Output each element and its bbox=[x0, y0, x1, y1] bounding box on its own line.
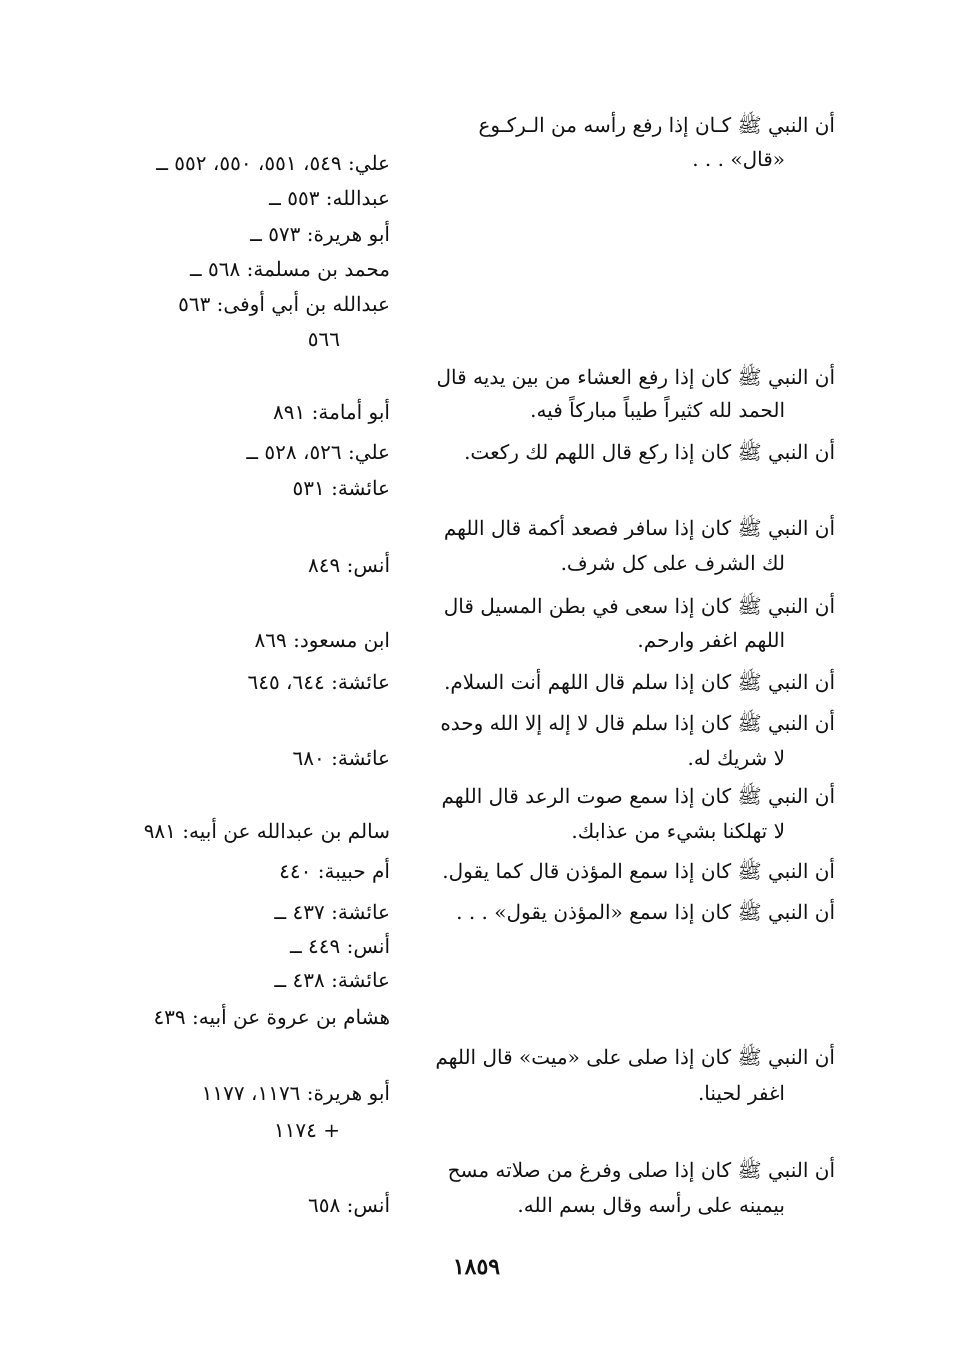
narrator-reference: عبدالله: ٥٥٣ ــ bbox=[269, 186, 390, 210]
hadith-text-line: أن النبي ﷺ كان إذا صلى وفرغ من صلاته مسح bbox=[447, 1158, 835, 1182]
narrator-reference: أبو هريرة: ٥٧٣ ــ bbox=[250, 222, 390, 246]
narrator-reference: أبو أمامة: ٨٩١ bbox=[273, 400, 390, 424]
narrator-reference: عائشة: ٥٣١ bbox=[292, 476, 390, 500]
hadith-text-line: أن النبي ﷺ كان إذا رفع العشاء من بين يديه قال bbox=[436, 365, 835, 389]
narrator-reference: + ١١٧٤ bbox=[273, 1118, 340, 1142]
narrator-reference: أنس: ٤٤٩ ــ bbox=[289, 934, 390, 958]
hadith-text-line: أن النبي ﷺ كان إذا صلى على «ميت» قال اللهم bbox=[435, 1045, 835, 1069]
hadith-text-line: أن النبي ﷺ كان إذا سلم قال اللهم أنت السلام. bbox=[444, 670, 835, 694]
hadith-text-line: لا شريك له. bbox=[687, 746, 785, 770]
narrator-reference: عائشة: ٤٣٧ ــ bbox=[274, 900, 390, 924]
narrator-reference: عائشة: ٦٤٤، ٦٤٥ bbox=[247, 670, 390, 694]
page-number: ١٨٥٩ bbox=[452, 1254, 501, 1280]
hadith-text-line: بيمينه على رأسه وقال بسم الله. bbox=[517, 1193, 785, 1217]
hadith-text-line: لا تهلكنا بشيء من عذابك. bbox=[571, 819, 785, 843]
narrator-reference: سالم بن عبدالله عن أبيه: ٩٨١ bbox=[143, 819, 390, 843]
hadith-text-line: لك الشرف على كل شرف. bbox=[560, 551, 785, 575]
hadith-text-line: أن النبي ﷺ كان إذا سلم قال لا إله إلا الله وحده bbox=[440, 711, 835, 735]
narrator-reference: عائشة: ٤٣٨ ــ bbox=[274, 968, 390, 992]
hadith-text-line: أن النبي ﷺ كان إذا ركع قال اللهم لك ركعت. bbox=[464, 440, 835, 464]
hadith-text-line: أن النبي ﷺ كان إذا سافر فصعد أكمة قال اللهم bbox=[443, 516, 835, 540]
narrator-reference: أنس: ٦٥٨ bbox=[308, 1193, 390, 1217]
hadith-text-line: أن النبي ﷺ كان إذا سمع «المؤذن يقول» . . . bbox=[456, 900, 835, 924]
hadith-text-line: الحمد لله كثيراً طيباً مباركاً فيه. bbox=[530, 398, 785, 422]
narrator-reference: محمد بن مسلمة: ٥٦٨ ــ bbox=[189, 257, 390, 281]
narrator-reference: عائشة: ٦٨٠ bbox=[292, 746, 390, 770]
hadith-text-line: أن النبي ﷺ كان إذا سعى في بطن المسيل قال bbox=[443, 594, 835, 618]
hadith-text-line: أن النبي ﷺ كان إذا سمع المؤذن قال كما يقول. bbox=[442, 859, 835, 883]
hadith-text-line: اللهم اغفر وارحم. bbox=[637, 628, 785, 652]
narrator-reference: أم حبيبة: ٤٤٠ bbox=[279, 859, 390, 883]
narrator-reference: علي: ٥٤٩، ٥٥١، ٥٥٠، ٥٥٢ ــ bbox=[156, 151, 390, 175]
narrator-reference: ٥٦٦ bbox=[307, 327, 340, 351]
hadith-text-line: «قال» . . . bbox=[692, 147, 785, 171]
narrator-reference: علي: ٥٢٦، ٥٢٨ ــ bbox=[246, 440, 390, 464]
hadith-text-line: أن النبي ﷺ كـان إذا رفع رأسه من الـركـوع bbox=[478, 113, 835, 137]
narrator-reference: أنس: ٨٤٩ bbox=[308, 553, 390, 577]
narrator-reference: عبدالله بن أبي أوفى: ٥٦٣ bbox=[178, 292, 390, 316]
hadith-text-line: اغفر لحينا. bbox=[697, 1081, 785, 1105]
narrator-reference: هشام بن عروة عن أبيه: ٤٣٩ bbox=[153, 1005, 390, 1029]
hadith-text-line: أن النبي ﷺ كان إذا سمع صوت الرعد قال اللهم bbox=[441, 784, 835, 808]
narrator-reference: أبو هريرة: ١١٧٦، ١١٧٧ bbox=[201, 1081, 390, 1105]
narrator-reference: ابن مسعود: ٨٦٩ bbox=[254, 628, 390, 652]
